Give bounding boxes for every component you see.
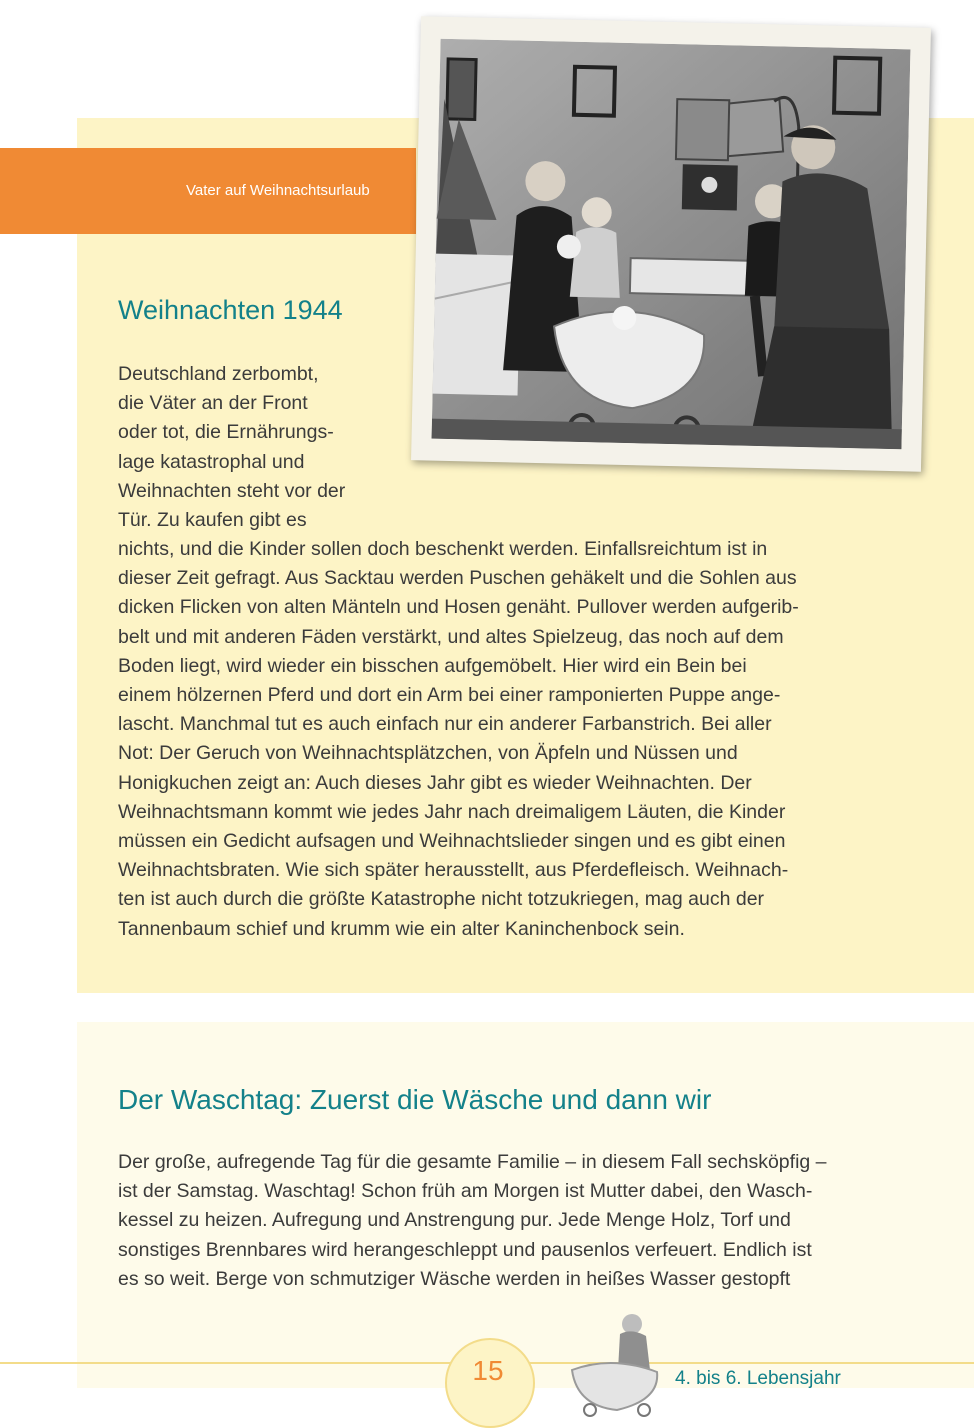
text-line: es so weit. Berge von schmutziger Wäsche werden in heißes Wasser gestopft <box>118 1267 791 1290</box>
body-paragraph-waschtag <box>118 1148 878 1294</box>
body-paragraph-narrow <box>118 360 378 535</box>
text-line: einem hölzernen Pferd und dort ein Arm bei einer ramponierten Puppe ange- <box>118 684 781 707</box>
text-line: Deutschland zerbombt, <box>118 363 319 385</box>
text-line: Tür. Zu kaufen gibt es <box>118 509 307 532</box>
body-paragraph-wide <box>118 535 878 944</box>
photo-caption: Vater auf Weihnachtsurlaub <box>186 182 370 199</box>
text-line: Boden liegt, wird wieder ein bisschen aufgemöbelt. Hier wird ein Bein bei <box>118 654 747 677</box>
chapter-label: 4. bis 6. Lebensjahr <box>675 1368 841 1389</box>
text-line: Honigkuchen zeigt an: Auch dieses Jahr gibt es wieder Weihnachten. Der <box>118 771 752 794</box>
child-with-pram-icon <box>562 1310 672 1417</box>
text-line: Weihnachtsmann kommt wie jedes Jahr nach dreimaligem Läuten, die Kinder <box>118 800 786 823</box>
text-line: kessel zu heizen. Aufregung und Anstrengung pur. Jede Menge Holz, Torf und <box>118 1209 791 1232</box>
text-line: dicken Flicken von alten Mänteln und Hosen genäht. Pullover werden aufgerib- <box>118 596 799 619</box>
text-line: sonstiges Brennbares wird herangeschleppt und pausenlos verfeuert. Endlich ist <box>118 1238 812 1261</box>
text-line: nichts, und die Kinder sollen doch beschenkt werden. Einfallsreichtum ist in <box>118 538 768 560</box>
text-line: Weihnachten steht vor der <box>118 479 346 502</box>
text-line: Der große, aufregende Tag für die gesamte Familie – in diesem Fall sechsköpfig – <box>118 1151 827 1173</box>
text-line: Not: Der Geruch von Weihnachtsplätzchen, von Äpfeln und Nüssen und <box>118 742 738 765</box>
text-line: Tannenbaum schief und krumm wie ein alter Kaninchenbock sein. <box>118 917 685 940</box>
text-line: lage katastrophal und <box>118 450 305 473</box>
text-line: lascht. Manchmal tut es auch einfach nur ein anderer Farbanstrich. Bei aller <box>118 713 772 736</box>
text-line: belt und mit anderen Fäden verstärkt, und altes Spielzeug, das noch auf dem <box>118 625 784 648</box>
page-number: 15 <box>472 1355 504 1386</box>
section-heading-weihnachten: Weihnachten 1944 <box>118 295 343 325</box>
family-christmas-photo <box>432 39 911 450</box>
text-line: die Väter an der Front <box>118 392 308 415</box>
text-line: ist der Samstag. Waschtag! Schon früh am Morgen ist Mutter dabei, den Wasch- <box>118 1180 813 1203</box>
text-line: ten ist auch durch die größte Katastrophe nicht totzukriegen, mag auch der <box>118 888 765 911</box>
text-line: dieser Zeit gefragt. Aus Sacktau werden Puschen gehäkelt und die Sohlen aus <box>118 567 797 590</box>
text-line: Weihnachtsbraten. Wie sich später herausstellt, aus Pferdefleisch. Weihnach- <box>118 859 789 882</box>
text-line: müssen ein Gedicht aufsagen und Weihnachtslieder singen und es gibt einen <box>118 830 786 853</box>
photo-frame <box>411 16 931 471</box>
section-heading-waschtag: Der Waschtag: Zuerst die Wäsche und dann wir <box>118 1084 712 1115</box>
text-line: oder tot, die Ernährungs- <box>118 421 334 444</box>
